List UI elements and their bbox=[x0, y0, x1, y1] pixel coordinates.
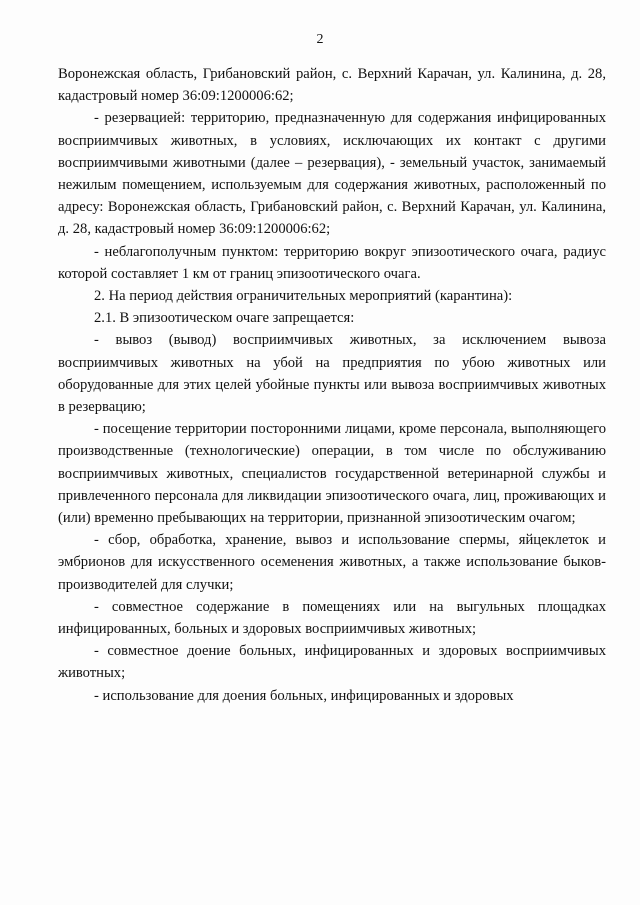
paragraph-ban-joint-housing: - совместное содержание в помещениях или на выгульных площадках инфицированных, больных и здоровых восприимчивых животных; bbox=[58, 598, 606, 638]
paragraph-reservation-definition: - резервацией: территорию, предназначенную для содержания инфицированных восприимчивых животных, в условиях, исключающих их контакт с другими восприимчивыми животными (далее – резервация), - земельный участок, занимаемый нежилым помещением, используемым для содержания животных, расположенный по адресу: Воронежская область, Грибановский район, с. Верхний Карачан, ул. Калинина, д. 28, кадастровый номер 36:09:1200006:62; bbox=[58, 110, 606, 238]
document-body bbox=[58, 63, 606, 707]
paragraph-section-2-heading: 2. На период действия ограничительных мероприятий (карантина): bbox=[94, 288, 513, 305]
paragraph-address-continuation: Воронежская область, Грибановский район, с. Верхний Карачан, ул. Калинина, д. 28, кадастровый номер 36:09:1200006:62; bbox=[58, 66, 606, 105]
paragraph-ban-sperm-embryos: - сбор, обработка, хранение, вывоз и использование спермы, яйцеклеток и эмбрионов для искусственного осеменения животных, а также использование быков-производителей для случки; bbox=[58, 532, 606, 593]
paragraph-ban-visits: - посещение территории посторонними лицами, кроме персонала, выполняющего производственные (технологические) операции, в том числе по обслуживанию восприимчивых животных, специалистов государственной ветеринарной службы и привлеченного персонала для ликвидации эпизоотического очага, лиц, проживающих и (или) временно пребывающих на территории, признанной эпизоотическим очагом; bbox=[58, 421, 606, 527]
paragraph-ban-joint-milking: - совместное доение больных, инфицированных и здоровых восприимчивых животных; bbox=[58, 643, 606, 682]
paragraph-section-2-1-heading: 2.1. В эпизоотическом очаге запрещается: bbox=[94, 310, 355, 327]
paragraph-unfavorable-point-definition: - неблагополучным пунктом: территорию вокруг эпизоотического очага, радиус которой составляет 1 км от границ эпизоотического очага. bbox=[58, 243, 606, 282]
paragraph-ban-milking-equipment: - использование для доения больных, инфицированных и здоровых bbox=[94, 687, 514, 704]
paragraph-ban-animal-export: - вывоз (вывод) восприимчивых животных, за исключением вывоза восприимчивых животных на убой на предприятия по убою животных или оборудованные для этих целей убойные пункты или вывоза восприимчивых животных в резервацию; bbox=[58, 332, 606, 416]
page-number: 2 bbox=[316, 32, 324, 47]
